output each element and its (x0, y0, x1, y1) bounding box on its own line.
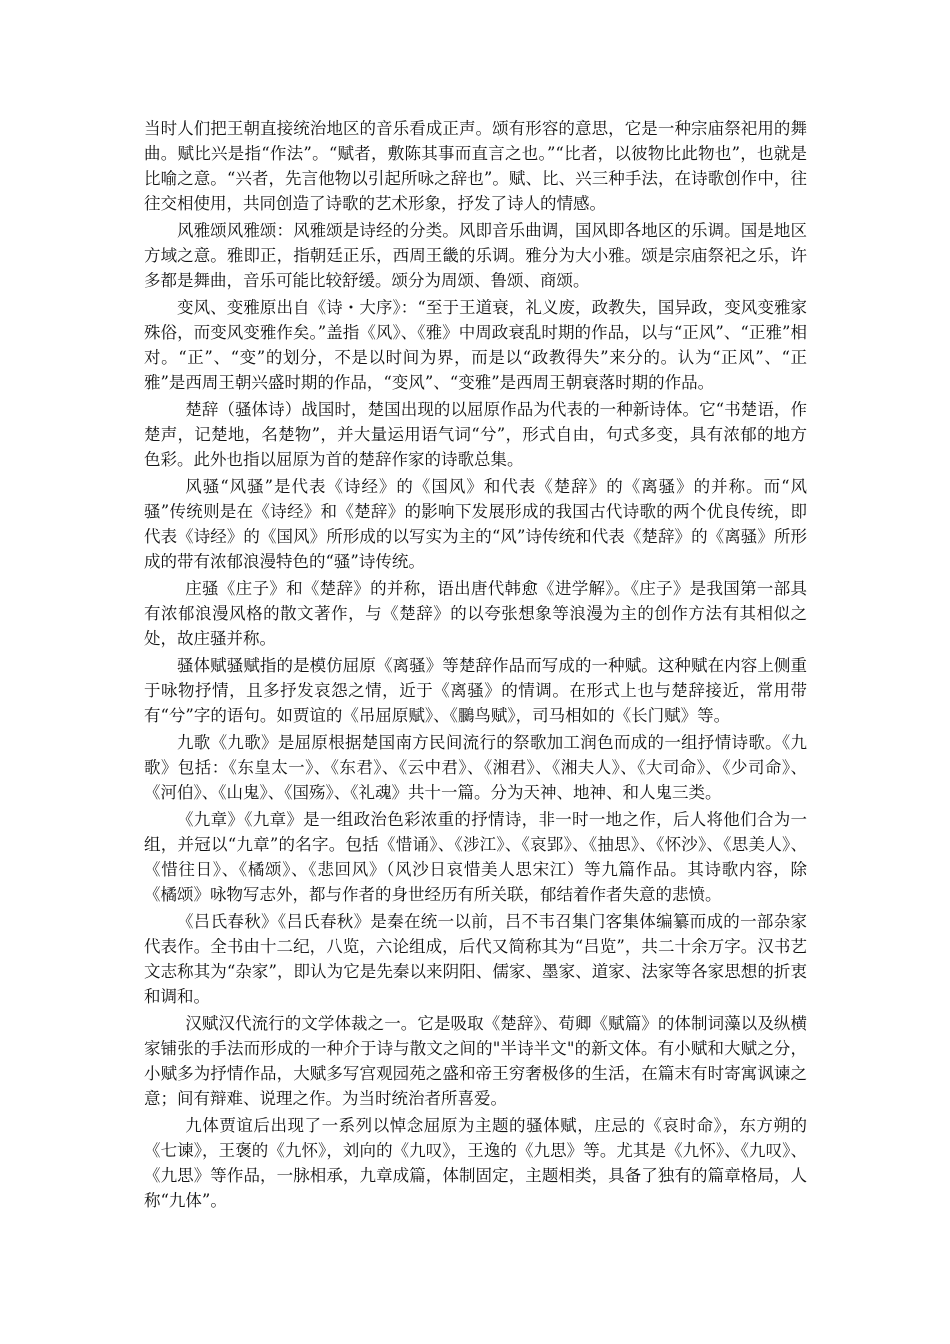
paragraph-fengsao: 风骚“风骚”是代表《诗经》的《国风》和代表《楚辞》的《离骚》的并称。而“风骚”传统则是在《诗经》和《楚辞》的影响下发展形成的我国古代诗歌的两个优良传统，即代表《诗经》的《国风》所形成的以写实为主的“风”诗传统和代表《楚辞》的《离骚》所形成的带有浓郁浪漫特色的“骚”诗传统。 (144, 477, 807, 571)
paragraph-jiuzhang: 《九章》《九章》是一组政治色彩浓重的抒情诗，非一时一地之作，后人将他们合为一组，并冠以“九章”的名字。包括《惜诵》、《涉江》、《哀郢》、《抽思》、《怀沙》、《思美人》、《惜往日》、《橘颂》、《悲回风》（风沙日哀惜美人思宋江）等九篇作品。其诗歌内容，除《橘颂》咏物写志外，都与作者的身世经历有所关联，郁结着作者失意的悲愤。 (144, 810, 807, 904)
paragraph-jiuge: 九歌《九歌》是屈原根据楚国南方民间流行的祭歌加工润色而成的一组抒情诗歌。《九歌》包括：《东皇太一》、《东君》、《云中君》、《湘君》、《湘夫人》、《大司命》、《少司命》、《河伯》、《山鬼》、《国殇》、《礼魂》共十一篇。分为天神、地神、和人鬼三类。 (144, 733, 807, 802)
paragraph-fengyasong: 风雅颂风雅颂：风雅颂是诗经的分类。风即音乐曲调，国风即各地区的乐调。国是地区方域之意。雅即正，指朝廷正乐，西周王畿的乐调。雅分为大小雅。颂是宗庙祭祀之乐，许多都是舞曲，音乐可能比较舒缓。颂分为周颂、鲁颂、商颂。 (144, 221, 807, 290)
paragraph-hanfu: 汉赋汉代流行的文学体裁之一。它是吸取《楚辞》、荀卿《赋篇》的体制词藻以及纵横家铺张的手法而形成的一种介于诗与散文之间的"半诗半文"的新文体。有小赋和大赋之分，小赋多为抒情作品，大赋多写宫观园苑之盛和帝王穷奢极侈的生活，在篇末有时寄寓讽谏之意；间有辩难、说理之作。为当时统治者所喜爱。 (144, 1014, 807, 1108)
paragraph-zhuangsao: 庄骚《庄子》和《楚辞》的并称，语出唐代韩愈《进学解》。《庄子》是我国第一部具有浓郁浪漫风格的散文著作，与《楚辞》的以夸张想象等浪漫为主的创作方法有其相似之处，故庄骚并称。 (144, 579, 807, 648)
paragraph-lvshichunqiu: 《吕氏春秋》《吕氏春秋》是秦在统一以前，吕不韦召集门客集体编纂而成的一部杂家代表作。全书由十二纪，八览，六论组成，后代又简称其为“吕览”，共二十余万字。汉书艺文志称其为“杂家”，即认为它是先秦以来阴阳、儒家、墨家、道家、法家等各家思想的折衷和调和。 (144, 912, 807, 1006)
paragraph-continuation: 当时人们把王朝直接统治地区的音乐看成正声。颂有形容的意思，它是一种宗庙祭祀用的舞曲。赋比兴是指“作法”。“赋者，敷陈其事而直言之也。”“比者，以彼物比此物也”，也就是比喻之意。“兴者，先言他物以引起所咏之辞也”。赋、比、兴三种手法，在诗歌创作中，往往交相使用，共同创造了诗歌的艺术形象，抒发了诗人的情感。 (144, 119, 807, 213)
paragraph-chuci: 楚辞（骚体诗）战国时，楚国出现的以屈原作品为代表的一种新诗体。它“书楚语，作楚声，记楚地，名楚物”，并大量运用语气词“兮”，形式自由，句式多变，具有浓郁的地方色彩。此外也指以屈原为首的楚辞作家的诗歌总集。 (144, 400, 807, 469)
paragraph-saotifu: 骚体赋骚赋指的是模仿屈原《离骚》等楚辞作品而写成的一种赋。这种赋在内容上侧重于咏物抒情，且多抒发哀怨之情，近于《离骚》的情调。在形式上也与楚辞接近，常用带有“兮”字的语句。如贾谊的《吊屈原赋》、《鵩鸟赋》，司马相如的《长门赋》等。 (144, 656, 807, 725)
paragraph-bianfeng-bianya: 变风、变雅原出自《诗・大序》：“至于王道衰，礼义废，政教失，国异政，变风变雅家殊俗，而变风变雅作矣。”盖指《风》、《雅》中周政衰乱时期的作品，以与“正风”、“正雅”相对。“正”、“变”的划分，不是以时间为界，而是以“政教得失”来分的。认为“正风”、“正雅”是西周王朝兴盛时期的作品，“变风”、“变雅”是西周王朝衰落时期的作品。 (144, 298, 807, 392)
paragraph-jiuti: 九体贾谊后出现了一系列以悼念屈原为主题的骚体赋，庄忌的《哀时命》，东方朔的《七谏》，王褒的《九怀》，刘向的《九叹》，王逸的《九思》等。尤其是《九怀》、《九叹》、《九思》等作品，一脉相承，九章成篇，体制固定，主题相类，具备了独有的篇章格局，人称“九体”。 (144, 1116, 807, 1210)
document-body (144, 116, 807, 1215)
